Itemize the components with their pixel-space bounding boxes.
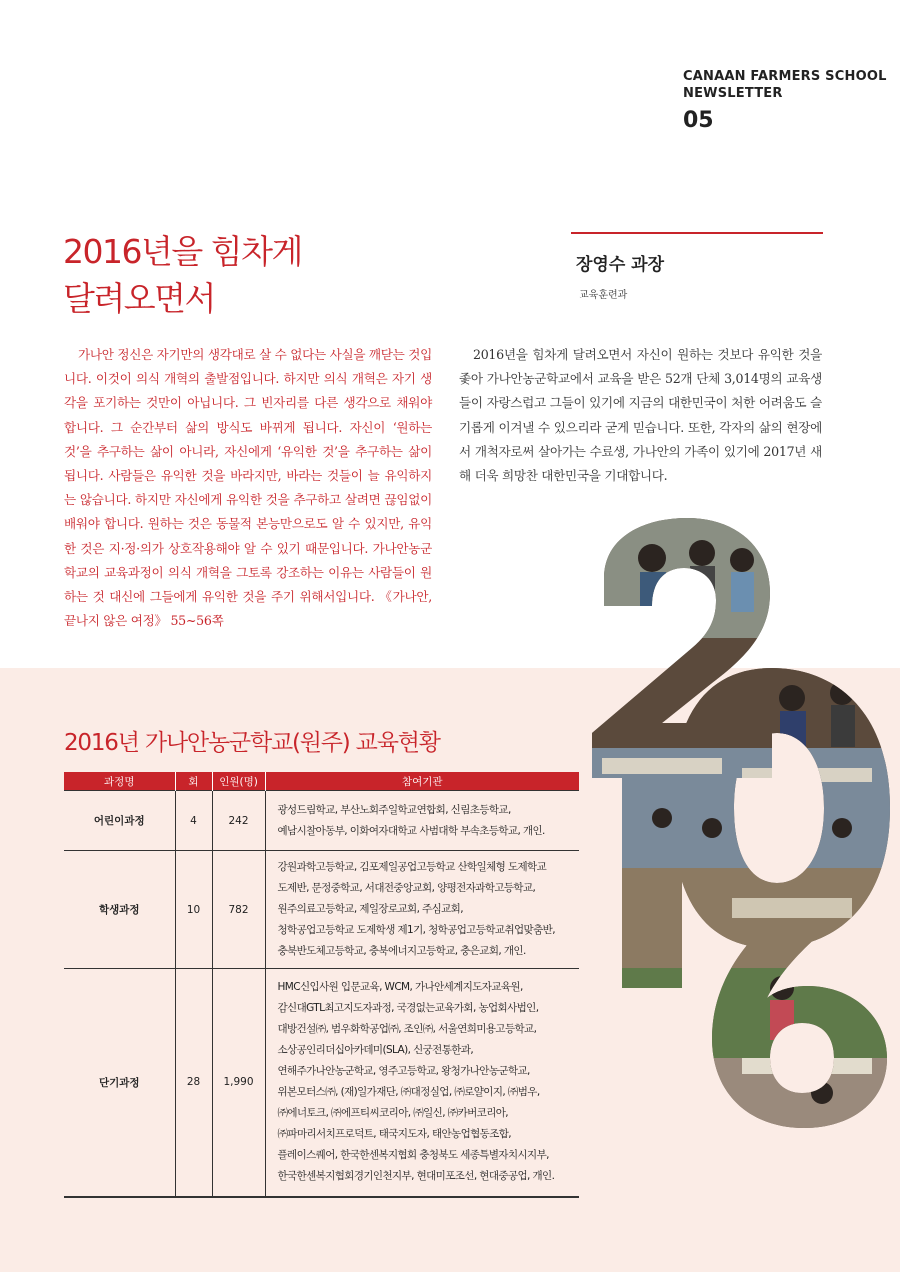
institution-line: 위본모터스㈜, (재)일가재단, ㈜대정실업, ㈜로얄이지, ㈜범우, [277,1086,540,1099]
table-row [64,791,579,851]
institution-line: HMC신입사원 입문교육, WCM, 가나안세계지도자교육원, [277,981,523,994]
institution-list [265,791,579,851]
institution-line: 감신대GTL최고지도자과정, 국경없는교육가회, 농업회사법인, [277,1002,539,1015]
institution-line: 강원과학고등학교, 김포제일공업고등학교 산학일체형 도제학교 [277,861,547,873]
session-count: 10 [175,851,212,969]
course-name: 학생과정 [64,851,175,969]
course-name: 단기과정 [64,969,175,1197]
session-count: 28 [175,969,212,1197]
people-count: 782 [212,851,265,969]
people-count: 1,990 [212,969,265,1197]
article-title-line2: 달려오면서 [63,279,215,318]
masthead-newsletter: NEWSLETTER [683,86,783,101]
article-title [63,228,302,322]
table-title: 2016년 가나안농군학교(원주) 교육현황 [64,730,440,756]
institution-line: 충북반도체고등학교, 충북에너지고등학교, 충은교회, 개인. [277,945,526,957]
institution-line: ㈜에너토크, ㈜에프티씨코리아, ㈜일신, ㈜카버코리아, [277,1107,509,1120]
header-sessions: 회 [175,772,212,791]
institution-list [265,969,579,1197]
masthead [683,68,887,132]
table-row [64,969,579,1197]
institution-line: ㈜파마리서치프로덕트, 태국지도자, 태안농업협동조합, [277,1128,512,1141]
author-divider [571,232,823,234]
header-institutions: 참여기관 [265,772,579,791]
institution-line: 도제반, 문정중학교, 서대전중앙교회, 양평전자과학고등학교, [277,882,536,894]
institution-line: 대방건설㈜, 범우화학공업㈜, 조인㈜, 서울연희미용고등학교, [277,1023,537,1036]
photo-collage-2016 [592,518,892,1128]
institution-list [265,851,579,969]
header-course: 과정명 [64,772,175,791]
people-count: 242 [212,791,265,851]
quote-paragraph: 가나안 정신은 자기만의 생각대로 살 수 없다는 사실을 깨닫는 것입니다. 이것이 의식 개혁의 출발점입니다. 하지만 의식 개혁은 자기 생각을 포기하는 것만이 아닙니다. 그 빈자리를 다른 생각으로 채워야 합니다. 그 순간부터 삶의 방식도 바뀌게 됩니다. 자신이 ‘원하는 것’을 추구하는 삶이 아니라, 자신에게 ‘유익한 것’을 추구하는 삶이 됩니다. 사람들은 유익한 것을 바라지만, 바라는 것들이 늘 유익하지는 않습니다. 하지만 자신에게 유익한 것을 추구하고 살려면 끊임없이 배워야 합니다. 원하는 것은 동물적 본능만으로도 알 수 있지만, 유익한 것은 지·정·의가 상호작용해야 알 수 있기 때문입니다. 가나안농군학교의 교육과정이 의식 개혁을 그토록 강조하는 이유는 사람들이 원하는 것 대신에 그들에게 유익한 것을 주기 위해서입니다. 《가나안, 끝나지 않은 여정》 55~56쪽 [64,347,432,629]
institution-line: 소상공인리더십아카데미(SLA), 신궁전통한과, [277,1044,474,1057]
course-name: 어린이과정 [64,791,175,851]
issue-number: 05 [683,108,714,133]
table-row [64,851,579,969]
institution-line: 한국한센복지협회경기인천지부, 현대미포조선, 현대중공업, 개인. [277,1170,555,1183]
institution-line: 청학공업고등학교 도제학생 제1기, 청학공업고등학교취업맞춤반, [277,924,555,936]
institution-line: 예남시찰아동부, 이화여자대학교 사범대학 부속초등학교, 개인. [277,824,545,837]
institution-line: 원주의료고등학교, 제일장로교회, 주심교회, [277,903,463,915]
institution-line: 연해주가나안농군학교, 영주고등학교, 왕청가나안농군학교, [277,1065,530,1078]
author-name: 장영수 과장 [576,255,665,275]
header-people: 인원(명) [212,772,265,791]
institution-line: 광성드림학교, 부산노회주일학교연합회, 신림초등학교, [277,803,511,816]
author-department: 교육훈련과 [579,290,628,301]
institution-line: 플레이스퀘어, 한국한센복지협회 충청북도 세종특별자치시지부, [277,1149,549,1162]
education-status-table [64,772,579,1198]
article-title-line1: 2016년을 힘차게 [63,232,302,271]
masthead-school: CANAAN FARMERS SCHOOL [683,69,887,84]
table-header-row [64,772,579,791]
body-paragraph: 2016년을 힘차게 달려오면서 자신이 원하는 것보다 유익한 것을 좇아 가나안농군학교에서 교육을 받은 52개 단체 3,014명의 교육생들이 자랑스럽고 그들이 있기에 지금의 대한민국이 처한 어려움도 슬기롭게 이겨낼 수 있으리라 굳게 믿습니다. 또한, 각자의 삶의 현장에서 개척자로써 살아가는 수료생, 가나안의 가족이 있기에 2017년 새해 더욱 희망찬 대한민국을 기대합니다. [459,347,822,484]
session-count: 4 [175,791,212,851]
